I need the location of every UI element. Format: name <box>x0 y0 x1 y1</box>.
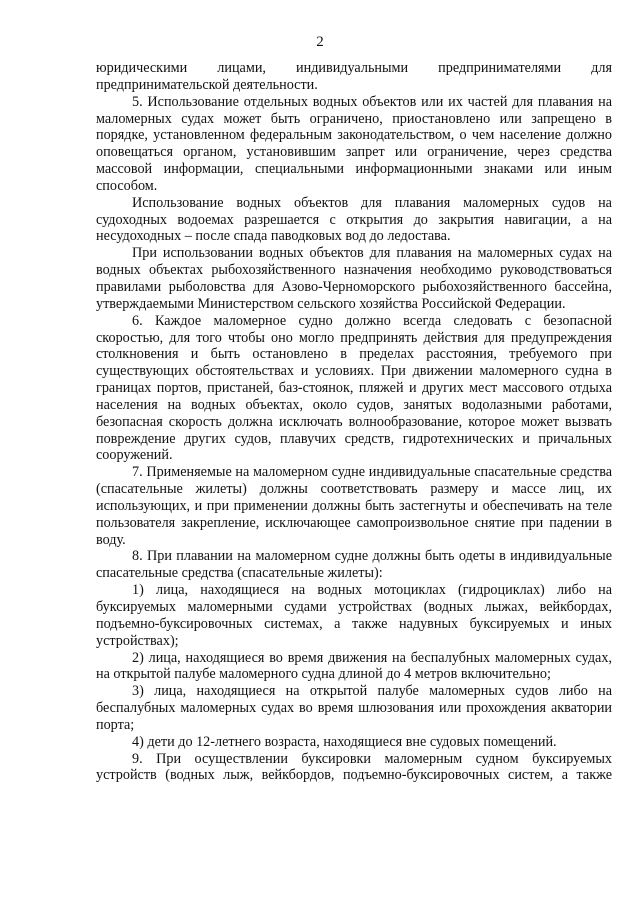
paragraph-continuation: юридическими лицами, индивидуальными предпринимателями для предпринимательской деятельности. <box>96 60 612 93</box>
paragraph-item-6: 6. Каждое маломерное судно должно всегда следовать с безопасной скоростью, для того чтобы оно могло предпринять действия для предупреждения столкновения и быть остановлено в пределах расстояния, требуемого при существующих обстоятельствах и условиях. При движении маломерного судна в границах портов, пристаней, баз-стоянок, пляжей и других мест массового отдыха населения на водных объектах, около судов, занятых водолазными работами, безопасная скорость должна исключать волнообразование, которое может вызвать повреждение других судов, плавучих средств, гидротехнических и причальных сооружений. <box>96 312 612 464</box>
list-item-2: 2) лица, находящиеся во время движения на беспалубных маломерных судах, на открытой палубе маломерного судна длиной до 4 метров включительно; <box>96 649 612 683</box>
list-item-1: 1) лица, находящиеся на водных мотоциклах (гидроциклах) либо на буксируемых маломерными судами устройствах (водных лыжах, вейкбордах, подъемно-буксировочных системах, а также надувных буксируемых и иных устройствах); <box>96 582 612 649</box>
paragraph-item-5: 5. Использование отдельных водных объектов или их частей для плавания на маломерных судах может быть ограничено, приостановлено или запрещено в порядке, установленном федеральным законодательством, о чем население должно оповещаться органом, установившим запрет или ограничение, через средства массовой информации, специальными информационными знаками или иным способом. <box>96 93 612 194</box>
page-number: 2 <box>316 34 324 50</box>
list-item-4: 4) дети до 12-летнего возраста, находящиеся вне судовых помещений. <box>132 733 557 750</box>
paragraph-item-7: 7. Применяемые на маломерном судне индивидуальные спасательные средства (спасательные жилеты) должны соответствовать размеру и массе лиц, их использующих, и при применении должны быть застегнуты и обеспечивать на теле пользователя закрепление, исключающее самопроизвольное снятие при падении в воду. <box>96 464 612 548</box>
paragraph-item-8: 8. При плавании на маломерном судне должны быть одеты в индивидуальные спасательные средства (спасательные жилеты): <box>96 548 612 582</box>
list-item-3: 3) лица, находящиеся на открытой палубе маломерных судов либо на беспалубных маломерных судах во время шлюзования или прохождения акватории порта; <box>96 683 612 733</box>
document-body <box>96 60 612 784</box>
paragraph-fishery: При использовании водных объектов для плавания на маломерных судах на водных объектах рыбохозяйственного назначения необходимо руководствоваться правилами рыболовства для Азово-Черноморского рыбохозяйственного бассейна, утверждаемыми Министерством сельского хозяйства Российской Федерации. <box>96 245 612 312</box>
paragraph-navigation: Использование водных объектов для плавания маломерных судов на судоходных водоемах разрешается с открытия до закрытия навигации, а на несудоходных – после спада паводковых вод до ледостава. <box>96 194 612 245</box>
paragraph-item-9: 9. При осуществлении буксировки маломерным судном буксируемых устройств (водных лыж, вейкбордов, подъемно-буксировочных систем, а также <box>96 750 612 784</box>
